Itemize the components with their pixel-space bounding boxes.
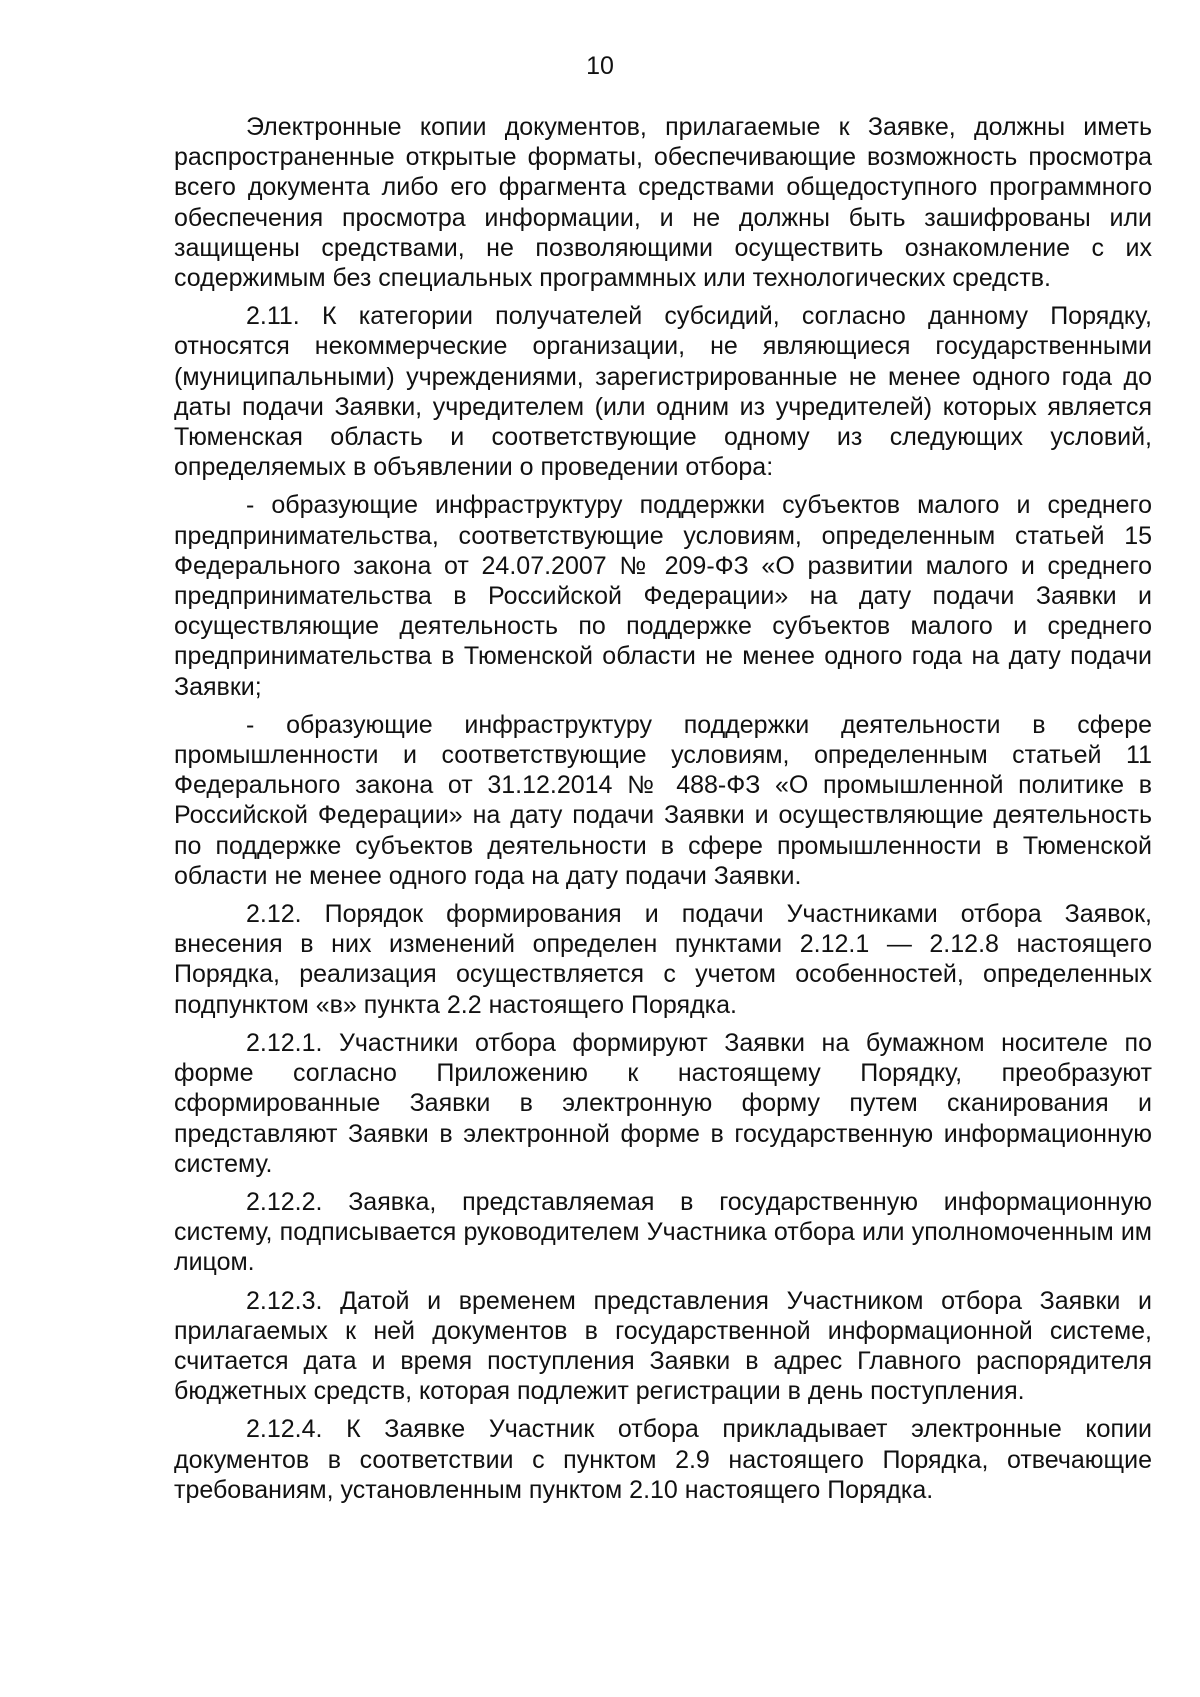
document-body (174, 112, 1152, 1513)
paragraph-2-12: 2.12. Порядок формирования и подачи Участниками отбора Заявок, внесения в них изменений определен пунктами 2.12.1 — 2.12.8 настоящего Порядка, реализация осуществляется с учетом особенностей, определенных подпунктом «в» пункта 2.2 настоящего Порядка. (174, 900, 1152, 1019)
paragraph-2-12-1: 2.12.1. Участники отбора формируют Заявки на бумажном носителе по форме согласно Приложению к настоящему Порядку, преобразуют сформированные Заявки в электронную форму путем сканирования и представляют Заявки в электронной форме в государственную информационную систему. (174, 1028, 1152, 1178)
page-number: 10 (586, 52, 614, 80)
paragraph-2-12-3: 2.12.3. Датой и временем представления Участником отбора Заявки и прилагаемых к ней документов в государственной информационной системе, считается дата и время поступления Заявки в адрес Главного распорядителя бюджетных средств, которая подлежит регистрации в день поступления. (174, 1286, 1152, 1406)
paragraph-2-11-item-industry: - образующие инфраструктуру поддержки деятельности в сфере промышленности и соответствующие условиям, определенным статьей 11 Федерального закона от 31.12.2014 № 488-ФЗ «О промышленной политике в Российской Федерации» на дату подачи Заявки и осуществляющие деятельность по поддержке субъектов деятельности в сфере промышленности в Тюменской области не менее одного года на дату подачи Заявки. (174, 710, 1152, 890)
paragraph-2-12-2: 2.12.2. Заявка, представляемая в государственную информационную систему, подписывается руководителем Участника отбора или уполномоченным им лицом. (174, 1187, 1152, 1277)
paragraph-2-11-item-sme: - образующие инфраструктуру поддержки субъектов малого и среднего предпринимательства, соответствующие условиям, определенным статьей 15 Федерального закона от 24.07.2007 № 209-ФЗ «О развитии малого и среднего предпринимательства в Российской Федерации» на дату подачи Заявки и осуществляющие деятельность по поддержке субъектов малого и среднего предпринимательства в Тюменской области не менее одного года на дату подачи Заявки; (174, 491, 1152, 701)
paragraph-2-11: 2.11. К категории получателей субсидий, согласно данному Порядку, относятся некоммерческие организации, не являющиеся государственными (муниципальными) учреждениями, зарегистрированные не менее одного года до даты подачи Заявки, учредителем (или одним из учредителей) которых является Тюменская область и соответствующие одному из следующих условий, определяемых в объявлении о проведении отбора: (174, 302, 1152, 482)
paragraph-electronic-copies: Электронные копии документов, прилагаемые к Заявке, должны иметь распространенные открытые форматы, обеспечивающие возможность просмотра всего документа либо его фрагмента средствами общедоступного программного обеспечения просмотра информации, и не должны быть зашифрованы или защищены средствами, не позволяющими осуществить ознакомление с их содержимым без специальных программных или технологических средств. (174, 113, 1152, 293)
paragraph-2-12-4: 2.12.4. К Заявке Участник отбора прикладывает электронные копии документов в соответствии с пунктом 2.9 настоящего Порядка, отвечающие требованиям, установленным пунктом 2.10 настоящего Порядка. (174, 1415, 1152, 1504)
